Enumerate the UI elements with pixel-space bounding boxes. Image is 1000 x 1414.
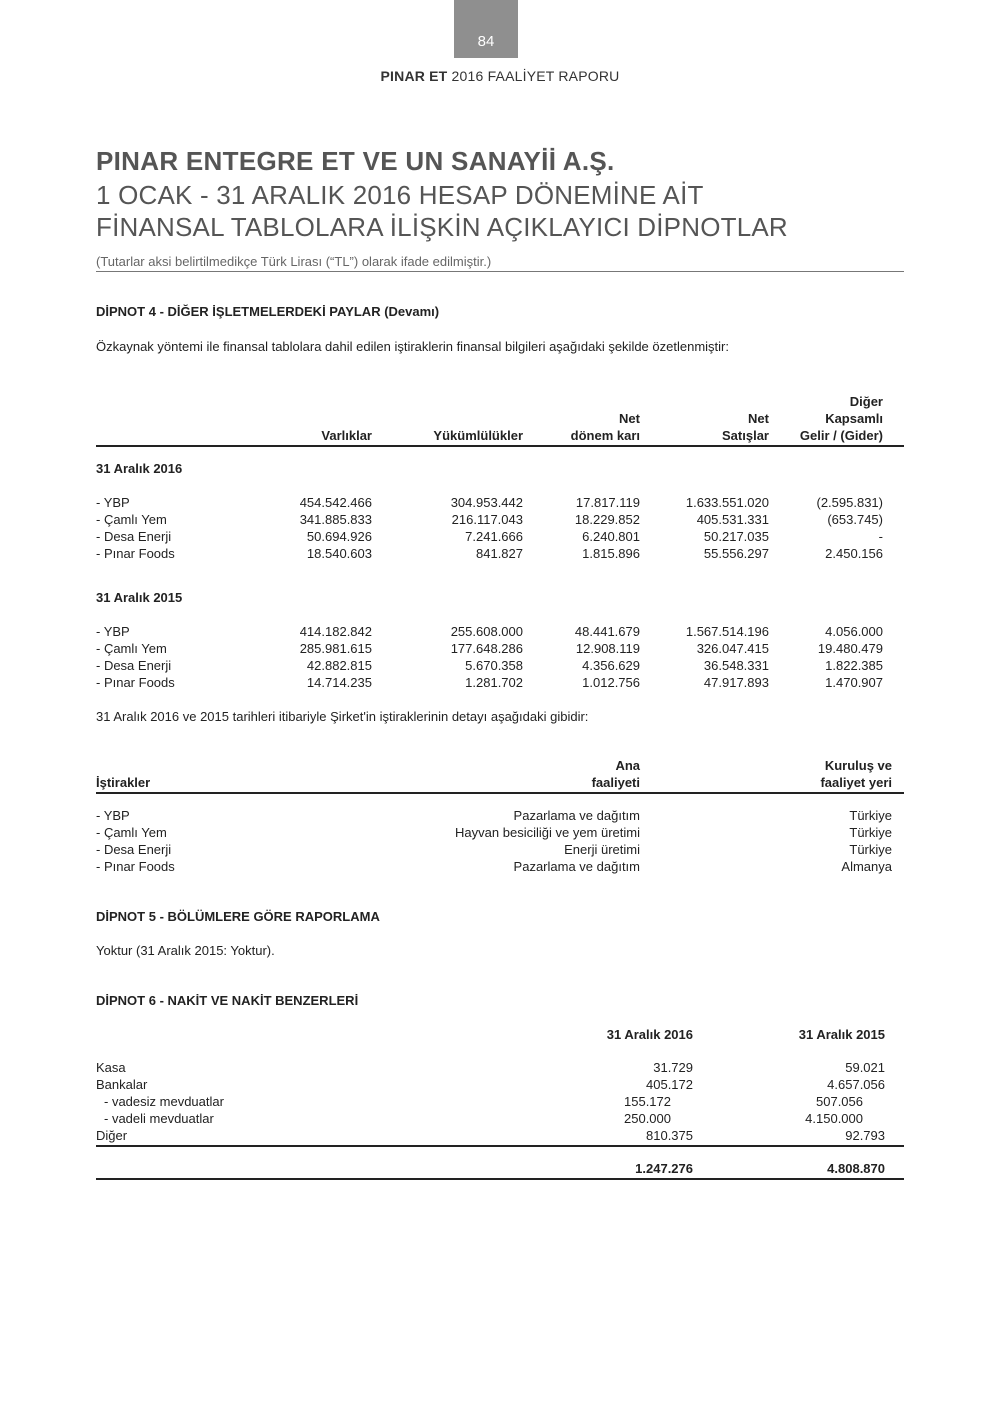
table-row-name: Bankalar	[96, 1077, 148, 1092]
table-row-name: - Pınar Foods	[96, 859, 175, 874]
table-cell: 55.556.297	[703, 546, 769, 561]
table-cell: 304.953.442	[450, 495, 523, 510]
col-oci-line2: Kapsamlı	[825, 411, 883, 426]
table-cell: 1.470.907	[825, 675, 883, 690]
table-cell: 285.981.615	[299, 641, 372, 656]
table-cell: 5.670.358	[465, 658, 523, 673]
col-assets: Varlıklar	[321, 428, 372, 443]
table-cell: 326.047.415	[696, 641, 769, 656]
table-cell: 1.012.756	[582, 675, 640, 690]
table-cell: 2.450.156	[825, 546, 883, 561]
table-cell: 4.356.629	[582, 658, 640, 673]
table-cell: 250.000	[624, 1111, 671, 1126]
period-title: 1 OCAK - 31 ARALIK 2016 HESAP DÖNEMİNE AİT	[96, 180, 704, 210]
table-row-name: - Pınar Foods	[96, 546, 175, 561]
table-cell: 177.648.286	[450, 641, 523, 656]
table-cell: 1.822.385	[825, 658, 883, 673]
table-cell: 414.182.842	[299, 624, 372, 639]
table-cell: 1.281.702	[465, 675, 523, 690]
table-cell: 17.817.119	[575, 495, 640, 510]
col-net-profit-line1: Net	[619, 411, 640, 426]
table-cell: 47.917.893	[703, 675, 769, 690]
company-title: PINAR ENTEGRE ET VE UN SANAYİİ A.Ş.	[96, 146, 615, 176]
table-row-name: - YBP	[96, 495, 130, 510]
table-row-name: Diğer	[96, 1128, 128, 1143]
table-cell: 48.441.679	[574, 624, 640, 639]
table-row-name: - vadesiz mevduatlar	[104, 1094, 224, 1109]
table-cell: (653.745)	[827, 512, 883, 527]
note4-heading: DİPNOT 4 - DİĞER İŞLETMELERDEKİ PAYLAR (Devamı)	[96, 304, 440, 319]
table-row-name: - Desa Enerji	[96, 842, 172, 857]
table-cell: 14.714.235	[306, 675, 372, 690]
table-cell: -	[878, 529, 883, 544]
table-cell: 1.633.551.020	[685, 495, 769, 510]
note4-intro: Özkaynak yöntemi ile finansal tablolara dahil edilen iştiraklerin finansal bilgileri aşağıdaki şekilde özetlenmiştir:	[96, 339, 729, 354]
table-cell: 216.117.043	[451, 512, 523, 527]
col-activity-line1: Ana	[615, 758, 640, 773]
page-number-tab	[454, 0, 518, 58]
table-cell: 6.240.801	[582, 529, 640, 544]
table-cell: 810.375	[646, 1128, 693, 1143]
table-row-name: - Çamlı Yem	[96, 512, 167, 527]
table-row-name: - YBP	[96, 624, 130, 639]
table-cell: 1.567.514.196	[685, 624, 769, 639]
table-cell: Almanya	[841, 859, 892, 874]
currency-note: (Tutarlar aksi belirtilmedikçe Türk Lirası (“TL”) olarak ifade edilmiştir.)	[96, 254, 492, 269]
table-row-name: - Desa Enerji	[96, 529, 172, 544]
note5-text: Yoktur (31 Aralık 2015: Yoktur).	[96, 943, 275, 958]
col-net-sales-line1: Net	[748, 411, 769, 426]
table-cell: Türkiye	[849, 808, 892, 823]
table-row-name: - YBP	[96, 808, 130, 823]
table-cell: 31.729	[653, 1060, 693, 1075]
col-liabilities: Yükümlülükler	[433, 428, 523, 443]
report-brand: PINAR ET	[380, 68, 448, 84]
title-divider	[96, 271, 904, 272]
table-cell: Türkiye	[849, 825, 892, 840]
total-2016: 1.247.276	[635, 1161, 693, 1176]
report-title: 2016 FAALİYET RAPORU	[451, 68, 620, 84]
table-header-rule	[96, 445, 904, 447]
note5-heading: DİPNOT 5 - BÖLÜMLERE GÖRE RAPORLAMA	[96, 909, 380, 924]
table-cell: Hayvan besiciliği ve yem üretimi	[455, 825, 640, 840]
col-2015: 31 Aralık 2015	[798, 1027, 885, 1042]
table-row-name: Kasa	[96, 1060, 126, 1075]
table-cell: 92.793	[845, 1128, 885, 1143]
col-location-line2: faaliyet yeri	[820, 775, 892, 790]
table-cell: 7.241.666	[465, 529, 523, 544]
table-row-name: - vadeli mevduatlar	[104, 1111, 214, 1126]
table-row-name: - Çamlı Yem	[96, 825, 167, 840]
document-title: FİNANSAL TABLOLARA İLİŞKİN AÇIKLAYICI DİPNOTLAR	[96, 212, 788, 242]
col-activity-line2: faaliyeti	[591, 775, 640, 790]
table-cell: 454.542.466	[299, 495, 372, 510]
total-2015: 4.808.870	[827, 1161, 885, 1176]
table-row-name: - Pınar Foods	[96, 675, 175, 690]
table-cell: Pazarlama ve dağıtım	[513, 859, 640, 874]
table-cell: 19.480.479	[817, 641, 883, 656]
table-cell: 341.885.833	[299, 512, 372, 527]
table-cell: 59.021	[845, 1060, 885, 1075]
table-cell: 405.172	[646, 1077, 693, 1092]
table-cell: 155.172	[624, 1094, 671, 1109]
table-cell: 1.815.896	[582, 546, 640, 561]
col-oci-line3: Gelir / (Gider)	[799, 428, 883, 443]
table-cell: 36.548.331	[703, 658, 769, 673]
table-cell: 4.150.000	[805, 1111, 863, 1126]
period-label-2016: 31 Aralık 2016	[96, 461, 183, 476]
table-cell: Türkiye	[849, 842, 892, 857]
table-cell: 18.540.603	[306, 546, 372, 561]
table-cell: 255.608.000	[450, 624, 523, 639]
col-2016: 31 Aralık 2016	[606, 1027, 693, 1042]
detail-intro: 31 Aralık 2016 ve 2015 tarihleri itibariyle Şirket'in iştiraklerinin detayı aşağıdaki gibidir:	[96, 709, 589, 724]
col-investee: İştirakler	[96, 775, 151, 790]
table-cell: Pazarlama ve dağıtım	[513, 808, 640, 823]
col-net-profit-line2: dönem karı	[570, 428, 640, 443]
total-bottom-rule	[96, 1178, 904, 1180]
table-cell: 507.056	[816, 1094, 863, 1109]
table-cell: 405.531.331	[696, 512, 769, 527]
col-oci-line1: Diğer	[849, 394, 883, 409]
table-cell: Enerji üretimi	[564, 842, 640, 857]
page-number: 84	[477, 33, 495, 50]
table-row-name: - Çamlı Yem	[96, 641, 167, 656]
table-cell: 42.882.815	[306, 658, 372, 673]
report-header	[0, 68, 1000, 84]
period-label-2015: 31 Aralık 2015	[96, 590, 183, 605]
col-net-sales-line2: Satışlar	[722, 428, 769, 443]
table-cell: 841.827	[476, 546, 523, 561]
col-location-line1: Kuruluş ve	[824, 758, 892, 773]
note6-heading: DİPNOT 6 - NAKİT VE NAKİT BENZERLERİ	[96, 993, 359, 1008]
table-row-name: - Desa Enerji	[96, 658, 172, 673]
table-cell: 4.657.056	[827, 1077, 885, 1092]
table-cell: 4.056.000	[825, 624, 883, 639]
table-cell: 50.217.035	[703, 529, 769, 544]
table-cell: 18.229.852	[574, 512, 640, 527]
table-cell: (2.595.831)	[816, 495, 883, 510]
table-cell: 12.908.119	[575, 641, 640, 656]
total-top-rule	[96, 1145, 904, 1147]
table-cell: 50.694.926	[306, 529, 372, 544]
detail-header-rule	[96, 792, 904, 794]
